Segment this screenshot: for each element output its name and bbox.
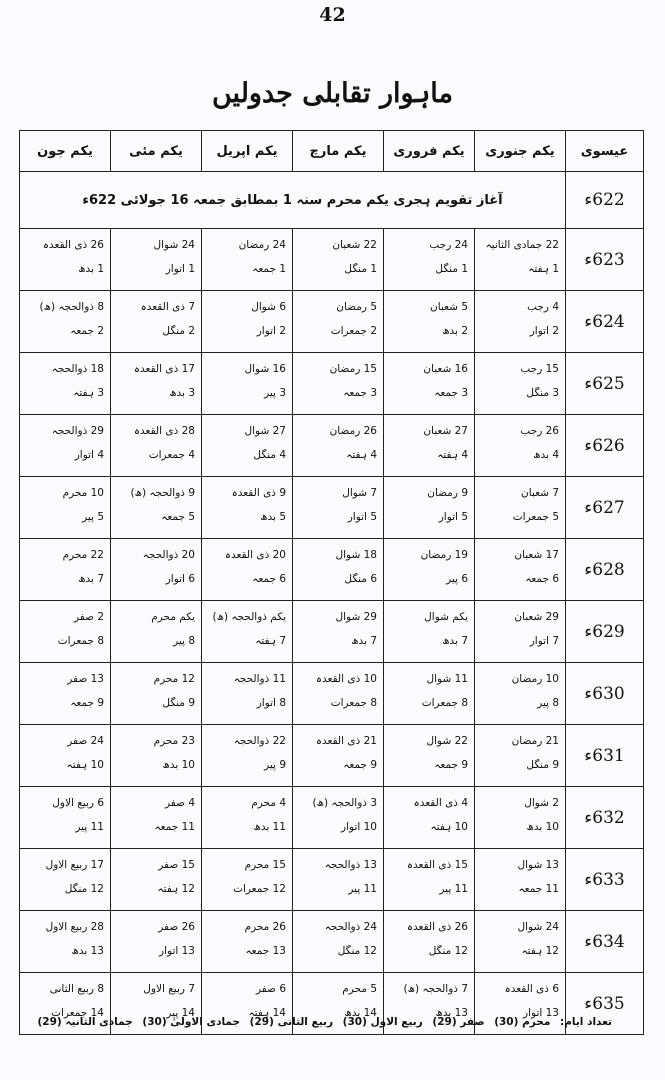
hijri-date: 26 ذی القعدہ <box>42 239 104 251</box>
date-cell <box>20 911 111 973</box>
date-cell <box>202 725 293 787</box>
weekday: 9 منگل <box>526 759 559 771</box>
weekday: 3 ہفتہ <box>73 387 104 399</box>
weekday: 6 جمعہ <box>252 573 286 585</box>
hijri-date: 28 ذی القعدہ <box>133 425 195 437</box>
weekday: 7 بدھ <box>78 573 104 585</box>
hijri-date: 27 شوال <box>244 425 286 437</box>
hijri-date: 28 ربیع الاول <box>45 921 104 933</box>
weekday: 10 اتوار <box>341 821 377 833</box>
hijri-date: 26 ذی القعدہ <box>406 921 468 933</box>
row-year: 627ء <box>566 477 644 539</box>
weekday: 3 منگل <box>526 387 559 399</box>
weekday: 3 پیر <box>264 387 286 399</box>
header-jan: یکم جنوری <box>475 131 566 172</box>
weekday: 12 جمعرات <box>233 883 286 895</box>
date-cell <box>293 601 384 663</box>
weekday: 7 اتوار <box>529 635 559 647</box>
weekday: 9 جمعہ <box>434 759 468 771</box>
header-may: یکم مئی <box>111 131 202 172</box>
weekday: 4 بدھ <box>533 449 559 461</box>
header-feb: یکم فروری <box>384 131 475 172</box>
date-cell <box>111 229 202 291</box>
hijri-date: 15 رمضان <box>329 363 377 375</box>
date-cell <box>20 601 111 663</box>
weekday: 7 بدھ <box>351 635 377 647</box>
weekday: 5 جمعرات <box>512 511 559 523</box>
hijri-date: 5 شعبان <box>430 301 468 313</box>
weekday: 1 اتوار <box>165 263 195 275</box>
hijri-date: 26 صفر <box>158 921 195 933</box>
date-cell <box>20 725 111 787</box>
date-cell <box>111 291 202 353</box>
date-cell <box>293 477 384 539</box>
table-row <box>20 725 644 787</box>
date-cell <box>293 849 384 911</box>
intro-year: 622ء <box>566 172 644 229</box>
table-row <box>20 601 644 663</box>
weekday: 6 منگل <box>344 573 377 585</box>
weekday: 11 پیر <box>75 821 104 833</box>
date-cell <box>20 663 111 725</box>
weekday: 1 منگل <box>435 263 468 275</box>
hijri-date: 4 صفر <box>164 797 195 809</box>
weekday: 4 منگل <box>253 449 286 461</box>
weekday: 11 پیر <box>439 883 468 895</box>
weekday: 3 جمعہ <box>343 387 377 399</box>
weekday: 4 ہفتہ <box>346 449 377 461</box>
weekday: 9 جمعہ <box>70 697 104 709</box>
date-cell <box>475 725 566 787</box>
hijri-date: 2 شوال <box>524 797 559 809</box>
date-cell <box>384 787 475 849</box>
weekday: 6 پیر <box>446 573 468 585</box>
weekday: 6 جمعہ <box>525 573 559 585</box>
date-cell <box>202 291 293 353</box>
weekday: 12 منگل <box>428 945 468 957</box>
hijri-date: 16 شوال <box>244 363 286 375</box>
date-cell <box>293 539 384 601</box>
weekday: 5 بدھ <box>260 511 286 523</box>
hijri-date: 24 شوال <box>517 921 559 933</box>
weekday: 2 اتوار <box>256 325 286 337</box>
hijri-date: 16 شعبان <box>423 363 468 375</box>
hijri-date: 24 رجب <box>429 239 468 251</box>
date-cell <box>202 787 293 849</box>
date-cell <box>20 787 111 849</box>
weekday: 13 اتوار <box>159 945 195 957</box>
footer-item: ربیع الاول (30) <box>342 1016 423 1028</box>
hijri-date: 11 ذوالحجہ <box>233 673 286 685</box>
date-cell <box>293 725 384 787</box>
weekday: 5 اتوار <box>347 511 377 523</box>
hijri-date: 12 محرم <box>153 673 195 685</box>
hijri-date: 22 جمادی الثانیہ <box>485 239 559 251</box>
intro-text: آغاز تقویم ہجری یکم محرم سنہ 1 بمطابق جمعہ 16 جولائی 622ء <box>20 172 566 229</box>
date-cell <box>475 477 566 539</box>
date-cell <box>293 911 384 973</box>
weekday: 10 ہفتہ <box>66 759 104 771</box>
hijri-date: 29 ذوالحجہ <box>51 425 104 437</box>
weekday: 7 ہفتہ <box>255 635 286 647</box>
weekday: 2 جمعرات <box>330 325 377 337</box>
hijri-date: 22 محرم <box>62 549 104 561</box>
weekday: 7 بدھ <box>442 635 468 647</box>
footer-item: جمادی الثانیہ (29) <box>37 1016 133 1028</box>
date-cell <box>111 725 202 787</box>
date-cell <box>475 291 566 353</box>
weekday: 4 جمعرات <box>148 449 195 461</box>
date-cell <box>20 229 111 291</box>
weekday: 10 بدھ <box>526 821 559 833</box>
hijri-date: 18 ذوالحجہ <box>51 363 104 375</box>
weekday: 1 ہفتہ <box>528 263 559 275</box>
date-cell <box>475 663 566 725</box>
hijri-date: 15 صفر <box>158 859 195 871</box>
weekday: 5 جمعہ <box>161 511 195 523</box>
hijri-date: 5 رمضان <box>336 301 377 313</box>
hijri-date: 18 شوال <box>335 549 377 561</box>
weekday: 14 پیر <box>166 1007 195 1019</box>
table-row <box>20 787 644 849</box>
table-row <box>20 539 644 601</box>
weekday: 10 ہفتہ <box>430 821 468 833</box>
weekday: 13 اتوار <box>523 1007 559 1019</box>
date-cell <box>111 849 202 911</box>
hijri-date: 24 ذوالحجہ <box>324 921 377 933</box>
hijri-date: 29 شوال <box>335 611 377 623</box>
hijri-date: 4 ذی القعدہ <box>413 797 468 809</box>
hijri-date: 27 شعبان <box>423 425 468 437</box>
date-cell <box>384 725 475 787</box>
date-cell <box>475 787 566 849</box>
date-cell <box>384 291 475 353</box>
date-cell <box>475 353 566 415</box>
weekday: 13 بدھ <box>435 1007 468 1019</box>
date-cell <box>293 663 384 725</box>
date-cell <box>20 539 111 601</box>
hijri-date: 7 ربیع الاول <box>143 983 195 995</box>
hijri-date: 3 ذوالحجہ (ھ) <box>312 797 377 809</box>
weekday: 12 منگل <box>337 945 377 957</box>
date-cell <box>202 601 293 663</box>
hijri-date: 11 شوال <box>426 673 468 685</box>
date-cell <box>20 291 111 353</box>
header-apr: یکم اپریل <box>202 131 293 172</box>
hijri-date: 6 ربیع الاول <box>52 797 104 809</box>
date-cell <box>202 539 293 601</box>
hijri-date: 15 محرم <box>244 859 286 871</box>
hijri-date: 8 ربیع الثانی <box>49 983 104 995</box>
row-year: 624ء <box>566 291 644 353</box>
hijri-date: 17 ذی القعدہ <box>133 363 195 375</box>
table-row <box>20 229 644 291</box>
hijri-date: 6 ذی القعدہ <box>504 983 559 995</box>
calendar-table <box>19 130 644 1035</box>
header-jun: یکم جون <box>20 131 111 172</box>
header-row <box>20 131 644 172</box>
hijri-date: 29 شعبان <box>514 611 559 623</box>
footer-item: محرم (30) <box>494 1016 551 1028</box>
date-cell <box>293 353 384 415</box>
weekday: 11 جمعہ <box>518 883 559 895</box>
weekday: 13 جمعہ <box>245 945 286 957</box>
weekday: 5 پیر <box>82 511 104 523</box>
header-mar: یکم مارچ <box>293 131 384 172</box>
row-year: 634ء <box>566 911 644 973</box>
date-cell <box>111 787 202 849</box>
weekday: 2 بدھ <box>442 325 468 337</box>
hijri-date: 9 ذوالحجہ (ھ) <box>130 487 195 499</box>
table-row <box>20 291 644 353</box>
hijri-date: 13 صفر <box>67 673 104 685</box>
weekday: 11 پیر <box>348 883 377 895</box>
hijri-date: 4 رجب <box>527 301 559 313</box>
hijri-date: 19 رمضان <box>420 549 468 561</box>
footer-label: تعداد ایام: <box>560 1016 612 1028</box>
weekday: 4 ہفتہ <box>437 449 468 461</box>
date-cell <box>293 787 384 849</box>
date-cell <box>202 415 293 477</box>
date-cell <box>384 663 475 725</box>
hijri-date: 22 شعبان <box>332 239 377 251</box>
date-cell <box>293 291 384 353</box>
hijri-date: 7 شوال <box>342 487 377 499</box>
row-year: 630ء <box>566 663 644 725</box>
weekday: 3 بدھ <box>169 387 195 399</box>
weekday: 8 جمعرات <box>421 697 468 709</box>
hijri-date: 17 شعبان <box>514 549 559 561</box>
date-cell <box>111 601 202 663</box>
hijri-date: 7 ذوالحجہ (ھ) <box>403 983 468 995</box>
hijri-date: 21 ذی القعدہ <box>315 735 377 747</box>
row-year: 626ء <box>566 415 644 477</box>
date-cell <box>475 415 566 477</box>
row-year: 625ء <box>566 353 644 415</box>
hijri-date: 4 محرم <box>251 797 286 809</box>
date-cell <box>475 849 566 911</box>
hijri-date: 6 شوال <box>251 301 286 313</box>
weekday: 8 پیر <box>537 697 559 709</box>
date-cell <box>202 229 293 291</box>
header-year: عیسوی <box>566 131 644 172</box>
row-year: 632ء <box>566 787 644 849</box>
weekday: 9 جمعہ <box>343 759 377 771</box>
hijri-date: 24 صفر <box>67 735 104 747</box>
table-row <box>20 663 644 725</box>
weekday: 2 منگل <box>162 325 195 337</box>
weekday: 2 جمعہ <box>70 325 104 337</box>
hijri-date: 26 رجب <box>520 425 559 437</box>
date-cell <box>20 353 111 415</box>
hijri-date: یکم شوال <box>424 611 468 623</box>
date-cell <box>475 601 566 663</box>
row-year: 631ء <box>566 725 644 787</box>
date-cell <box>293 229 384 291</box>
weekday: 14 ہفتہ <box>248 1007 286 1019</box>
date-cell <box>20 849 111 911</box>
hijri-date: 21 رمضان <box>511 735 559 747</box>
date-cell <box>475 911 566 973</box>
hijri-date: 26 رمضان <box>329 425 377 437</box>
weekday: 8 جمعرات <box>57 635 104 647</box>
date-cell <box>111 911 202 973</box>
weekday: 4 اتوار <box>74 449 104 461</box>
hijri-date: 6 صفر <box>255 983 286 995</box>
weekday: 10 بدھ <box>162 759 195 771</box>
weekday: 2 اتوار <box>529 325 559 337</box>
date-cell <box>384 415 475 477</box>
hijri-date: 7 ذی القعدہ <box>140 301 195 313</box>
hijri-date: 2 صفر <box>73 611 104 623</box>
hijri-date: 9 ذی القعدہ <box>231 487 286 499</box>
weekday: 1 بدھ <box>78 263 104 275</box>
weekday: 12 ہفتہ <box>521 945 559 957</box>
hijri-date: 17 ربیع الاول <box>45 859 104 871</box>
date-cell <box>384 849 475 911</box>
table-row <box>20 849 644 911</box>
page-number: 42 <box>319 4 346 26</box>
hijri-date: 24 رمضان <box>238 239 286 251</box>
table-row <box>20 477 644 539</box>
date-cell <box>111 353 202 415</box>
date-cell <box>202 663 293 725</box>
hijri-date: 22 ذوالحجہ <box>233 735 286 747</box>
hijri-date: یکم ذوالحجہ (ھ) <box>212 611 286 623</box>
weekday: 1 جمعہ <box>252 263 286 275</box>
weekday: 3 جمعہ <box>434 387 468 399</box>
weekday: 9 منگل <box>162 697 195 709</box>
page-title: ماہوار تقابلی جدولیں <box>212 78 453 109</box>
hijri-date: 7 شعبان <box>521 487 559 499</box>
table-row <box>20 353 644 415</box>
weekday: 12 ہفتہ <box>157 883 195 895</box>
date-cell <box>384 539 475 601</box>
hijri-date: 10 ذی القعدہ <box>315 673 377 685</box>
date-cell <box>202 849 293 911</box>
footer-item: صفر (29) <box>432 1016 485 1028</box>
weekday: 14 جمعرات <box>51 1007 104 1019</box>
date-cell <box>111 663 202 725</box>
weekday: 6 اتوار <box>165 573 195 585</box>
hijri-date: 23 محرم <box>153 735 195 747</box>
footer-day-counts <box>22 1016 612 1028</box>
row-year: 623ء <box>566 229 644 291</box>
hijri-date: 15 ذی القعدہ <box>406 859 468 871</box>
row-year: 633ء <box>566 849 644 911</box>
weekday: 5 اتوار <box>438 511 468 523</box>
date-cell <box>111 539 202 601</box>
hijri-date: 24 شوال <box>153 239 195 251</box>
date-cell <box>20 477 111 539</box>
table-row <box>20 911 644 973</box>
footer-item: جمادی الاولیٰ (30) <box>142 1016 241 1028</box>
weekday: 8 پیر <box>173 635 195 647</box>
weekday: 13 بدھ <box>71 945 104 957</box>
weekday: 11 جمعہ <box>154 821 195 833</box>
date-cell <box>384 229 475 291</box>
hijri-date: 8 ذوالحجہ (ھ) <box>39 301 104 313</box>
date-cell <box>202 477 293 539</box>
date-cell <box>384 353 475 415</box>
hijri-date: 15 رجب <box>520 363 559 375</box>
hijri-date: 20 ذوالحجہ <box>142 549 195 561</box>
row-year: 635ء <box>566 973 644 1035</box>
footer-item: ربیع الثانی (29) <box>249 1016 334 1028</box>
date-cell <box>475 229 566 291</box>
date-cell <box>20 415 111 477</box>
weekday: 14 بدھ <box>344 1007 377 1019</box>
weekday: 1 منگل <box>344 263 377 275</box>
date-cell <box>293 415 384 477</box>
weekday: 8 جمعرات <box>330 697 377 709</box>
date-cell <box>384 477 475 539</box>
date-cell <box>475 539 566 601</box>
weekday: 11 بدھ <box>253 821 286 833</box>
date-cell <box>202 353 293 415</box>
intro-row <box>20 172 644 229</box>
hijri-date: 26 محرم <box>244 921 286 933</box>
date-cell <box>111 477 202 539</box>
hijri-date: 10 رمضان <box>511 673 559 685</box>
date-cell <box>384 911 475 973</box>
hijri-date: یکم محرم <box>151 611 195 623</box>
weekday: 9 پیر <box>264 759 286 771</box>
hijri-date: 13 ذوالحجہ <box>324 859 377 871</box>
table-row <box>20 415 644 477</box>
row-year: 629ء <box>566 601 644 663</box>
hijri-date: 10 محرم <box>62 487 104 499</box>
weekday: 12 منگل <box>64 883 104 895</box>
hijri-date: 22 شوال <box>426 735 468 747</box>
hijri-date: 20 ذی القعدہ <box>224 549 286 561</box>
date-cell <box>384 601 475 663</box>
hijri-date: 5 محرم <box>342 983 377 995</box>
row-year: 628ء <box>566 539 644 601</box>
hijri-date: 13 شوال <box>517 859 559 871</box>
date-cell <box>202 911 293 973</box>
date-cell <box>111 415 202 477</box>
hijri-date: 9 رمضان <box>427 487 468 499</box>
weekday: 8 اتوار <box>256 697 286 709</box>
